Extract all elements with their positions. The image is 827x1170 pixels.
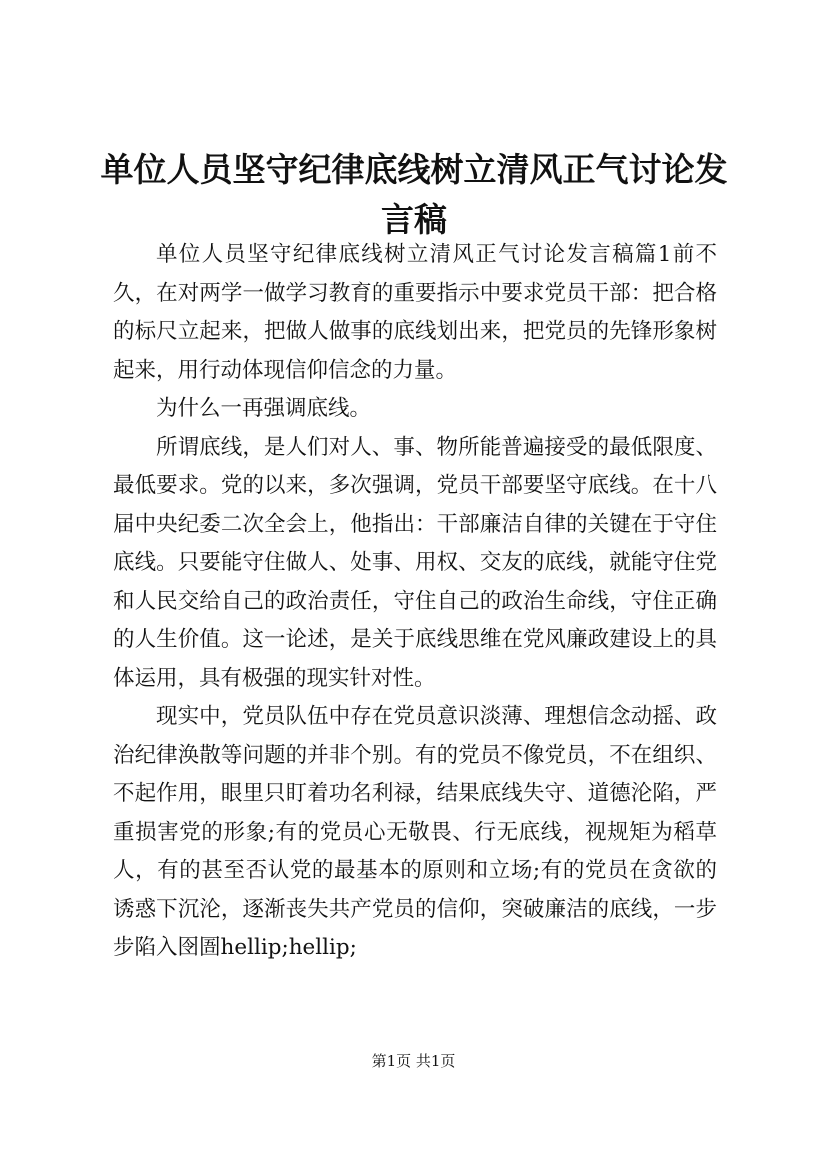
document-title: 单位人员坚守纪律底线树立清风正气讨论发言稿 [100, 150, 728, 239]
paragraph: 单位人员坚守纪律底线树立清风正气讨论发言稿篇1前不久，在对两学一做学习教育的重要指示中要求党员干部：把合格的标尺立起来，把做人做事的底线划出来，把党员的先锋形象树起来，用行动体现信仰信念的力量。 [113, 242, 717, 383]
page-footer: 第1页 共1页 [371, 1052, 456, 1070]
document-body [113, 236, 717, 968]
paragraph: 现实中，党员队伍中存在党员意识淡薄、理想信念动摇、政治纪律涣散等问题的并非个别。有的党员不像党员，不在组织、不起作用，眼里只盯着功名利禄，结果底线失守、道德沦陷，严重损害党的形象;有的党员心无敬畏、行无底线，视规矩为稻草人，有的甚至否认党的最基本的原则和立场;有的党员在贪欲的诱惑下沉沦，逐渐丧失共产党员的信仰，突破廉洁的底线，一步步陷入囹圄hellip;hellip; [113, 704, 717, 960]
paragraph: 为什么一再强调底线。 [156, 396, 372, 421]
paragraph: 所谓底线，是人们对人、事、物所能普遍接受的最低限度、最低要求。党的以来，多次强调，党员干部要坚守底线。在十八届中央纪委二次全会上，他指出：干部廉洁自律的关键在于守住底线。只要能守住做人、处事、用权、交友的底线，就能守住党和人民交给自己的政治责任，守住自己的政治生命线，守住正确的人生价值。这一论述，是关于底线思维在党风廉政建设上的具体运用，具有极强的现实针对性。 [113, 434, 717, 691]
